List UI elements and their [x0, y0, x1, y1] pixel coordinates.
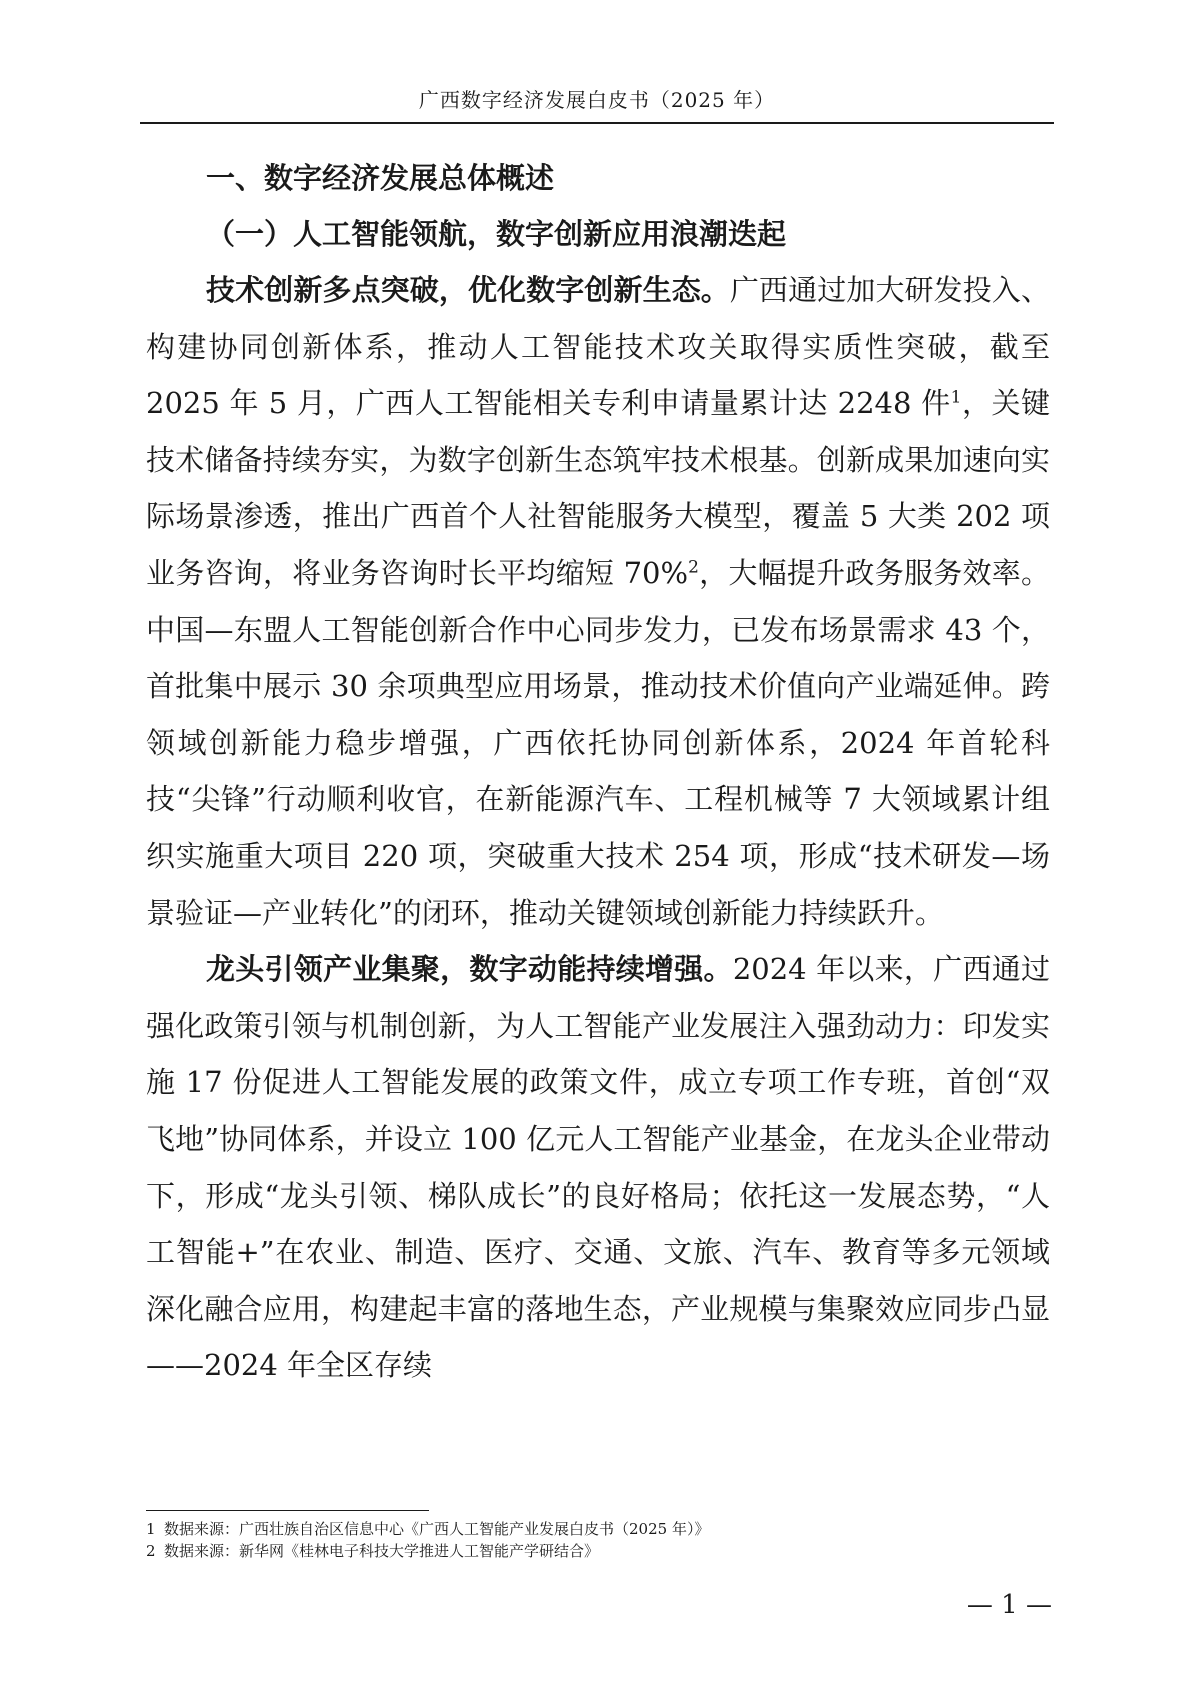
paragraph-lead-title: 技术创新多点突破，优化数字创新生态。: [206, 273, 730, 307]
footnote-ref[interactable]: 2: [688, 557, 699, 578]
footnote-number: 2: [146, 1542, 156, 1560]
paragraph-text: 广西通过加大研发投入、构建协同创新体系，推动人工智能技术攻关取得实质性突破，截至 2025 年 5 月，广西人工智能相关专利申请量累计达 2248 件: [146, 273, 1050, 421]
paragraph-tech-innovation: [146, 262, 1050, 941]
footnote-item: [146, 1540, 1046, 1562]
paragraph-industry-cluster: [146, 941, 1050, 1394]
footnote-text: 数据来源：新华网《桂林电子科技大学推进人工智能产学研结合》: [164, 1542, 600, 1560]
subsection-heading: （一）人工智能领航，数字创新应用浪潮迭起: [206, 217, 787, 251]
paragraph-text: 2024 年以来，广西通过强化政策引领与机制创新，为人工智能产业发展注入强劲动力：印发实施 17 份促进人工智能发展的政策文件，成立专项工作专班，首创“双飞地”协同体系，并设立 100 亿元人工智能产业基金，在龙头企业带动下，形成“龙头引领、梯队成长”的良好格局；依托这一发展态势，“人工智能+”在农业、制造、医疗、交通、文旅、汽车、教育等多元领域深化融合应用，构建起丰富的落地生态，产业规模与集聚效应同步凸显——2024 年全区存续: [146, 952, 1050, 1383]
paragraph-text: ，关键技术储备持续夯实，为数字创新生态筑牢技术根基。创新成果加速向实际场景渗透，推出广西首个人社智能服务大模型，覆盖 5 大类 202 项业务咨询，将业务咨询时长平均缩短 70%: [146, 386, 1050, 590]
section-heading: 一、数字经济发展总体概述: [206, 161, 555, 195]
footnote-number: 1: [146, 1520, 156, 1538]
body-content: [146, 150, 1050, 1394]
footnote-item: [146, 1518, 1046, 1540]
paragraph-lead-title: 龙头引领产业集聚，数字动能持续增强。: [206, 952, 733, 987]
running-header: 广西数字经济发展白皮书（2025 年）: [418, 88, 776, 112]
page-number: — 1 —: [966, 1590, 1052, 1620]
footnote-divider: [146, 1510, 429, 1511]
header-divider: [140, 122, 1054, 124]
footnote-ref[interactable]: 1: [950, 387, 962, 408]
footnote-text: 数据来源：广西壮族自治区信息中心《广西人工智能产业发展白皮书（2025 年）》: [164, 1520, 710, 1538]
paragraph-text: ，大幅提升政务服务效率。中国—东盟人工智能创新合作中心同步发力，已发布场景需求 43 个，首批集中展示 30 余项典型应用场景，推动技术价值向产业端延伸。跨领域创新能力稳步增强，广西依托协同创新体系，2024 年首轮科技“尖锋”行动顺利收官，在新能源汽车、工程机械等 7 大领域累计组织实施重大项目 220 项，突破重大技术 254 项，形成“技术研发—场景验证—产业转化”的闭环，推动关键领域创新能力持续跃升。: [146, 555, 1050, 930]
footnotes: [146, 1518, 1046, 1562]
